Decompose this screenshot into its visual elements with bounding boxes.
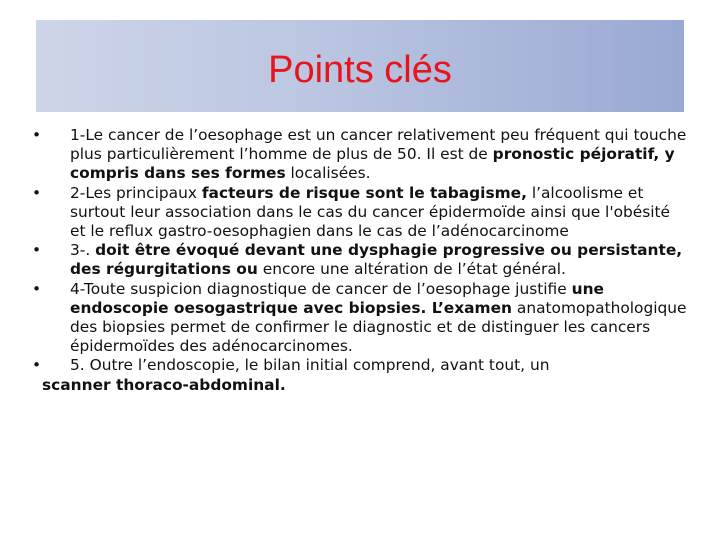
bullet-item-2 xyxy=(28,184,688,242)
bullet-item-1 xyxy=(28,126,688,184)
bullet-1-emphasis: pronostic péjoratif, y compris dans ses formes xyxy=(70,145,675,183)
bullet-list xyxy=(28,126,688,395)
bullet-item-5 xyxy=(28,356,688,394)
bullet-item-4 xyxy=(28,280,688,357)
bullet-1-text: 1-Le cancer de l’oesophage est un cancer relativement peu fréquent qui touche plus particulièrement l’homme de plus de 50. Il est de xyxy=(70,126,687,164)
bullet-3-text-end: encore une altération de l’état général. xyxy=(257,260,566,279)
bullet-2-text-end: l’alcoolisme et surtout leur association dans le cas du cancer épidermoïde ainsi que l'obésité et le reflux gastro-oesophagien dans le cas de l’adénocarcinome xyxy=(70,183,671,241)
bullet-4-text: 4-Toute suspicion diagnostique de cancer de l’oesophage justifie xyxy=(70,279,572,298)
bullet-2-text: 2-Les principaux xyxy=(70,183,202,202)
bullet-3-text: 3-. xyxy=(70,241,96,260)
bullet-5-emphasis: scanner thoraco-abdominal. xyxy=(42,375,286,394)
bullet-1-text-end: localisées. xyxy=(285,164,371,183)
bullet-4-emphasis: une endoscopie oesogastrique avec biopsies. L’examen xyxy=(70,279,604,317)
page-title: Points clés xyxy=(268,49,452,91)
bullet-4-text-end: anatomopathologique des biopsies permet de confirmer le diagnostic et de distinguer les cancers épidermoïdes des adénocarcinomes. xyxy=(70,298,687,356)
bullet-2-emphasis: facteurs de risque sont le tabagisme, xyxy=(201,183,527,202)
bullet-item-3 xyxy=(28,241,688,279)
bullet-5-text: 5. Outre l’endoscopie, le bilan initial comprend, avant tout, un xyxy=(70,356,550,375)
bullet-3-emphasis: doit être évoqué devant une dysphagie progressive ou persistante, des régurgitations ou xyxy=(70,241,683,279)
